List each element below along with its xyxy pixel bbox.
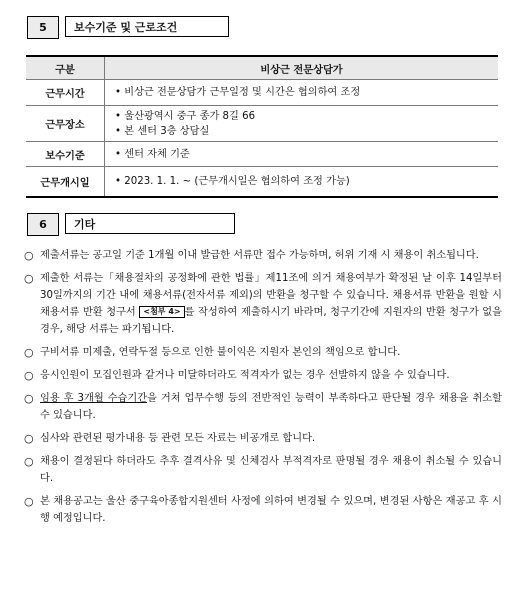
row-label: 보수기준 [26, 142, 105, 167]
section-6-title: 기타 [65, 213, 235, 234]
list-item-text: 응시인원이 모집인원과 같거나 미달하더라도 적격자가 없는 경우 선발하지 않을 수 있습니다. [40, 370, 450, 381]
list-item [24, 390, 502, 424]
list-item-text: 제출서류는 공고일 기준 1개월 이내 발급한 서류만 접수 가능하며, 허위 기재 시 채용이 취소됩니다. [40, 250, 479, 261]
circle-bullet-icon: ○ [24, 249, 34, 262]
list-item-text: 본 채용공고는 울산 중구육아종합지원센터 사정에 의하여 변경될 수 있으며, 변경된 사항은 재공고 후 시행 예정입니다. [40, 496, 502, 524]
list-item-text [40, 270, 502, 338]
table-row-location [26, 106, 498, 142]
list-item [24, 493, 502, 527]
list-item-text-part: 을 거쳐 업무수행 등의 전반적인 능력이 부족하다고 판단될 경우 채용을 취소할 수 있습니다. [40, 393, 502, 421]
table-row-pay [26, 142, 498, 167]
row-label: 근무개시일 [26, 167, 105, 197]
row-value-line: • 2023. 1. 1. ~ (근무개시일은 협의하여 조정 가능) [115, 174, 498, 189]
list-item [24, 367, 502, 384]
section-6-number: 6 [27, 213, 59, 236]
row-value-line: • 센터 자체 기준 [115, 147, 498, 162]
row-label: 근무장소 [26, 106, 105, 142]
header-category: 구분 [26, 56, 105, 80]
section-5-header [27, 16, 229, 39]
circle-bullet-icon: ○ [24, 369, 34, 382]
table-header-row [26, 56, 498, 80]
table-row-hours [26, 80, 498, 106]
list-item [24, 453, 502, 487]
list-item [24, 344, 502, 361]
row-value [105, 106, 499, 142]
row-value-line: • 본 센터 3층 상담실 [115, 124, 498, 139]
circle-bullet-icon: ○ [24, 432, 34, 445]
circle-bullet-icon: ○ [24, 455, 34, 468]
header-position: 비상근 전문상담가 [105, 56, 499, 80]
list-item [24, 247, 502, 264]
section-5-number: 5 [27, 16, 59, 39]
row-value [105, 167, 499, 197]
notes-list [24, 247, 502, 533]
underlined-text: 임용 후 3개월 수습기간 [40, 393, 148, 404]
row-value-line: • 울산광역시 중구 종가 8길 66 [115, 109, 498, 124]
row-value [105, 80, 499, 106]
list-item-text: 채용이 결정된다 하더라도 추후 결격사유 및 신체검사 부적격자로 판명될 경우 채용이 취소될 수 있습니다. [40, 456, 502, 484]
list-item-text-part: 제출한 서류는「채용절차의 공정화에 관한 법률」제11조에 의거 채용여부가 확정된 날 이후 14일부터 30일까지의 기간 내에 채용서류(전자서류 제외)의 반환을 청구할 수 있습니다. 채용서류 반환을 원할 시 채용서류 반환 청구서 [40, 273, 502, 318]
circle-bullet-icon: ○ [24, 346, 34, 359]
list-item-text [40, 390, 502, 424]
list-item-text-part: 를 작성하여 제출하시기 바라며, 청구기간에 지원자의 반환 청구가 없을 경우, 해당 서류는 파기됩니다. [40, 307, 502, 335]
list-item [24, 270, 502, 338]
section-6-header [27, 213, 235, 236]
section-5-title: 보수기준 및 근로조건 [65, 16, 229, 37]
list-item-text: 구비서류 미제출, 연락두절 등으로 인한 불이익은 지원자 본인의 책임으로 합니다. [40, 347, 401, 358]
row-label: 근무시간 [26, 80, 105, 106]
table-row-start-date [26, 167, 498, 197]
list-item [24, 430, 502, 447]
circle-bullet-icon: ○ [24, 272, 34, 285]
work-conditions-table [26, 55, 498, 198]
attachment-tag: <첨부 4> [139, 306, 184, 318]
circle-bullet-icon: ○ [24, 392, 34, 405]
circle-bullet-icon: ○ [24, 495, 34, 508]
row-value [105, 142, 499, 167]
row-value-line: • 비상근 전문상담가 근무일정 및 시간은 협의하여 조정 [115, 85, 498, 100]
list-item-text: 심사와 관련된 평가내용 등 관련 모든 자료는 비공개로 합니다. [40, 433, 316, 444]
